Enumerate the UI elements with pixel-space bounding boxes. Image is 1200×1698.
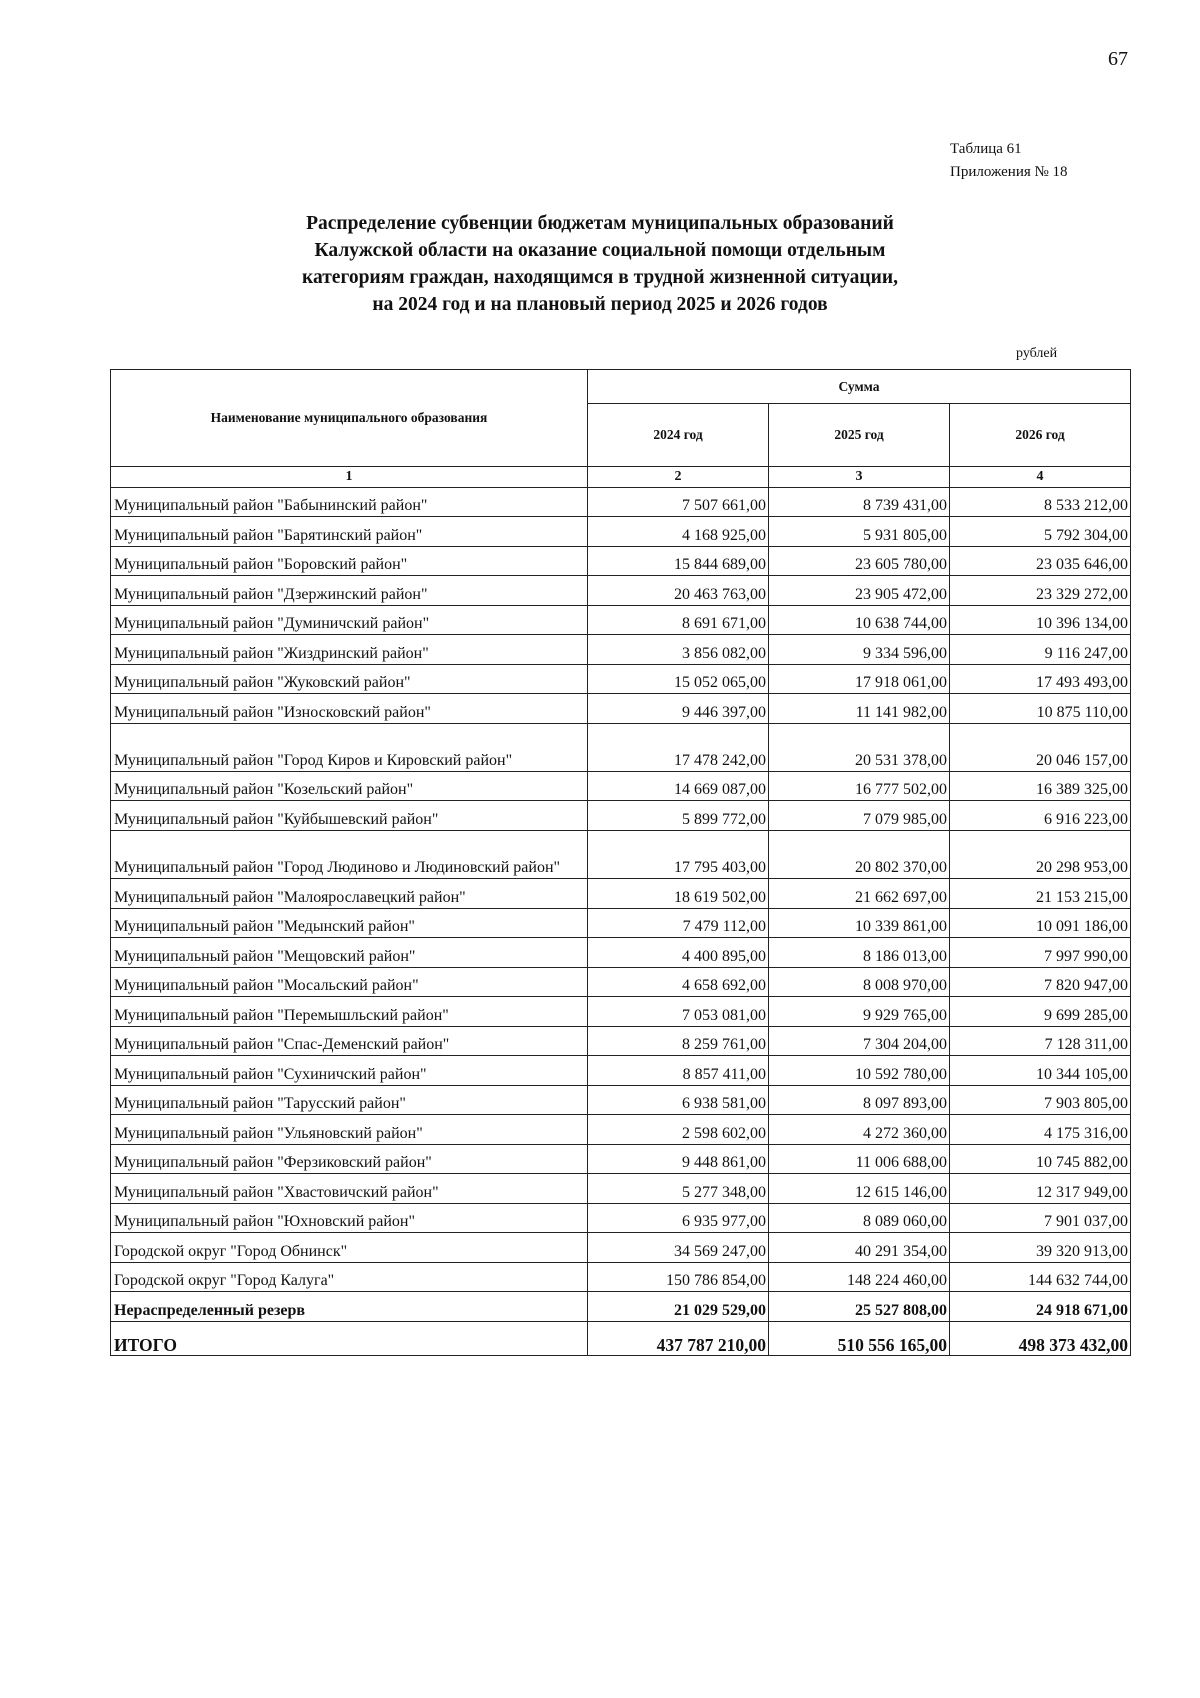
amount-2026: 10 745 882,00 (950, 1145, 1131, 1174)
amount-2025: 17 918 061,00 (769, 665, 950, 694)
amount-2025: 8 008 970,00 (769, 968, 950, 997)
amount-2025: 510 556 165,00 (769, 1322, 950, 1356)
amount-2025: 9 929 765,00 (769, 997, 950, 1027)
municipality-name: Муниципальный район "Ферзиковский район" (111, 1145, 588, 1174)
column-number: 1 (111, 467, 588, 488)
amount-2025: 25 527 808,00 (769, 1292, 950, 1322)
amount-2026: 21 153 215,00 (950, 879, 1131, 909)
appendix-number: Приложения № 18 (950, 164, 1068, 180)
column-number: 3 (769, 467, 950, 488)
amount-2024: 7 507 661,00 (588, 488, 769, 517)
amount-2025: 23 605 780,00 (769, 547, 950, 576)
header-municipality: Наименование муниципального образования (111, 370, 588, 467)
amount-2024: 8 259 761,00 (588, 1027, 769, 1056)
amount-2024: 7 053 081,00 (588, 997, 769, 1027)
amount-2026: 5 792 304,00 (950, 517, 1131, 547)
header-sum: Сумма (588, 370, 1131, 404)
amount-2026: 9 116 247,00 (950, 635, 1131, 665)
title-line: Калужской области на оказание социальной помощи отдельным (314, 240, 886, 261)
amount-2025: 8 186 013,00 (769, 938, 950, 968)
table-row (111, 1145, 1131, 1174)
amount-2026: 23 329 272,00 (950, 576, 1131, 606)
amount-2026: 9 699 285,00 (950, 997, 1131, 1027)
amount-2025: 10 592 780,00 (769, 1056, 950, 1086)
amount-2026: 16 389 325,00 (950, 772, 1131, 801)
municipality-name: ИТОГО (111, 1322, 588, 1356)
municipality-name: Муниципальный район "Город Киров и Кировский район" (111, 724, 588, 772)
municipality-name: Муниципальный район "Медынский район" (111, 909, 588, 938)
table-row (111, 879, 1131, 909)
municipality-name: Муниципальный район "Козельский район" (111, 772, 588, 801)
amount-2026: 10 344 105,00 (950, 1056, 1131, 1086)
amount-2024: 8 857 411,00 (588, 1056, 769, 1086)
amount-2025: 5 931 805,00 (769, 517, 950, 547)
municipality-name: Муниципальный район "Спас-Деменский район" (111, 1027, 588, 1056)
municipality-name: Муниципальный район "Хвастовичский район" (111, 1174, 588, 1204)
amount-2025: 23 905 472,00 (769, 576, 950, 606)
amount-2026: 10 396 134,00 (950, 606, 1131, 635)
title-line: категориям граждан, находящимся в трудной жизненной ситуации, (302, 267, 898, 288)
amount-2026: 7 901 037,00 (950, 1204, 1131, 1233)
municipality-name: Городской округ "Город Обнинск" (111, 1233, 588, 1263)
amount-2024: 8 691 671,00 (588, 606, 769, 635)
amount-2026: 7 820 947,00 (950, 968, 1131, 997)
amount-2024: 17 478 242,00 (588, 724, 769, 772)
amount-2024: 7 479 112,00 (588, 909, 769, 938)
table-row (111, 635, 1131, 665)
page-number: 67 (1108, 48, 1128, 70)
table-row (111, 997, 1131, 1027)
subvention-table (110, 369, 1131, 1356)
table-row (111, 1233, 1131, 1263)
municipality-name: Муниципальный район "Малоярославецкий район" (111, 879, 588, 909)
amount-2026: 7 903 805,00 (950, 1086, 1131, 1115)
amount-2024: 20 463 763,00 (588, 576, 769, 606)
table-row (111, 547, 1131, 576)
table-reference (950, 138, 1068, 184)
table-row (111, 1263, 1131, 1292)
municipality-name: Муниципальный район "Боровский район" (111, 547, 588, 576)
amount-2025: 10 339 861,00 (769, 909, 950, 938)
table-row (111, 1292, 1131, 1322)
amount-2024: 15 844 689,00 (588, 547, 769, 576)
amount-2026: 39 320 913,00 (950, 1233, 1131, 1263)
table-row (111, 772, 1131, 801)
amount-2024: 6 938 581,00 (588, 1086, 769, 1115)
amount-2025: 9 334 596,00 (769, 635, 950, 665)
column-number: 2 (588, 467, 769, 488)
amount-2024: 34 569 247,00 (588, 1233, 769, 1263)
table-row (111, 517, 1131, 547)
amount-2024: 14 669 087,00 (588, 772, 769, 801)
amount-2026: 17 493 493,00 (950, 665, 1131, 694)
amount-2024: 17 795 403,00 (588, 831, 769, 879)
municipality-name: Муниципальный район "Сухиничский район" (111, 1056, 588, 1086)
amount-2025: 20 531 378,00 (769, 724, 950, 772)
table-row (111, 1115, 1131, 1145)
municipality-name: Муниципальный район "Ульяновский район" (111, 1115, 588, 1145)
amount-2024: 5 277 348,00 (588, 1174, 769, 1204)
table-row (111, 909, 1131, 938)
amount-2025: 40 291 354,00 (769, 1233, 950, 1263)
table-row (111, 1027, 1131, 1056)
amount-2025: 8 739 431,00 (769, 488, 950, 517)
amount-2024: 150 786 854,00 (588, 1263, 769, 1292)
amount-2025: 8 089 060,00 (769, 1204, 950, 1233)
amount-2026: 23 035 646,00 (950, 547, 1131, 576)
municipality-name: Нераспределенный резерв (111, 1292, 588, 1322)
municipality-name: Муниципальный район "Думиничский район" (111, 606, 588, 635)
amount-2024: 4 168 925,00 (588, 517, 769, 547)
amount-2024: 9 446 397,00 (588, 694, 769, 724)
amount-2025: 7 079 985,00 (769, 801, 950, 831)
table-row (111, 694, 1131, 724)
amount-2024: 21 029 529,00 (588, 1292, 769, 1322)
title-line: Распределение субвенции бюджетам муниципальных образований (306, 213, 894, 234)
amount-2024: 437 787 210,00 (588, 1322, 769, 1356)
amount-2026: 10 875 110,00 (950, 694, 1131, 724)
amount-2025: 11 006 688,00 (769, 1145, 950, 1174)
table-row (111, 968, 1131, 997)
amount-2026: 4 175 316,00 (950, 1115, 1131, 1145)
amount-2025: 20 802 370,00 (769, 831, 950, 879)
amount-2026: 144 632 744,00 (950, 1263, 1131, 1292)
amount-2024: 6 935 977,00 (588, 1204, 769, 1233)
amount-2025: 16 777 502,00 (769, 772, 950, 801)
amount-2024: 9 448 861,00 (588, 1145, 769, 1174)
municipality-name: Муниципальный район "Перемышльский район" (111, 997, 588, 1027)
amount-2025: 12 615 146,00 (769, 1174, 950, 1204)
municipality-name: Муниципальный район "Барятинский район" (111, 517, 588, 547)
table-body (111, 488, 1131, 1356)
amount-2025: 11 141 982,00 (769, 694, 950, 724)
amount-2026: 498 373 432,00 (950, 1322, 1131, 1356)
amount-2025: 8 097 893,00 (769, 1086, 950, 1115)
municipality-name: Муниципальный район "Жиздринский район" (111, 635, 588, 665)
header-year-2024: 2024 год (588, 404, 769, 467)
amount-2024: 4 400 895,00 (588, 938, 769, 968)
amount-2026: 6 916 223,00 (950, 801, 1131, 831)
municipality-name: Муниципальный район "Мосальский район" (111, 968, 588, 997)
amount-2024: 3 856 082,00 (588, 635, 769, 665)
municipality-name: Муниципальный район "Жуковский район" (111, 665, 588, 694)
amount-2026: 24 918 671,00 (950, 1292, 1131, 1322)
table-row (111, 606, 1131, 635)
table-row (111, 801, 1131, 831)
column-number: 4 (950, 467, 1131, 488)
units-label: рублей (1016, 346, 1058, 361)
amount-2024: 18 619 502,00 (588, 879, 769, 909)
amount-2026: 8 533 212,00 (950, 488, 1131, 517)
table-row (111, 1174, 1131, 1204)
municipality-name: Муниципальный район "Дзержинский район" (111, 576, 588, 606)
amount-2024: 2 598 602,00 (588, 1115, 769, 1145)
header-year-2025: 2025 год (769, 404, 950, 467)
municipality-name: Муниципальный район "Износковский район" (111, 694, 588, 724)
municipality-name: Муниципальный район "Юхновский район" (111, 1204, 588, 1233)
amount-2026: 7 128 311,00 (950, 1027, 1131, 1056)
header-year-2026: 2026 год (950, 404, 1131, 467)
document-title (240, 210, 960, 318)
amount-2026: 12 317 949,00 (950, 1174, 1131, 1204)
amount-2024: 4 658 692,00 (588, 968, 769, 997)
amount-2024: 5 899 772,00 (588, 801, 769, 831)
table-row (111, 724, 1131, 772)
municipality-name: Муниципальный район "Город Людиново и Людиновский район" (111, 831, 588, 879)
table-row (111, 576, 1131, 606)
amount-2026: 7 997 990,00 (950, 938, 1131, 968)
total-row (111, 1322, 1131, 1356)
amount-2025: 148 224 460,00 (769, 1263, 950, 1292)
amount-2024: 15 052 065,00 (588, 665, 769, 694)
table-row (111, 938, 1131, 968)
amount-2026: 10 091 186,00 (950, 909, 1131, 938)
municipality-name: Муниципальный район "Тарусский район" (111, 1086, 588, 1115)
table-row (111, 1204, 1131, 1233)
amount-2025: 4 272 360,00 (769, 1115, 950, 1145)
municipality-name: Городской округ "Город Калуга" (111, 1263, 588, 1292)
table-row (111, 488, 1131, 517)
table-number: Таблица 61 (950, 141, 1022, 157)
municipality-name: Муниципальный район "Куйбышевский район" (111, 801, 588, 831)
amount-2025: 21 662 697,00 (769, 879, 950, 909)
amount-2025: 10 638 744,00 (769, 606, 950, 635)
table-row (111, 831, 1131, 879)
table-row (111, 1056, 1131, 1086)
amount-2025: 7 304 204,00 (769, 1027, 950, 1056)
amount-2026: 20 046 157,00 (950, 724, 1131, 772)
municipality-name: Муниципальный район "Мещовский район" (111, 938, 588, 968)
amount-2026: 20 298 953,00 (950, 831, 1131, 879)
table-row (111, 1086, 1131, 1115)
title-line: на 2024 год и на плановый период 2025 и 2026 годов (372, 294, 828, 315)
municipality-name: Муниципальный район "Бабынинский район" (111, 488, 588, 517)
table-row (111, 665, 1131, 694)
